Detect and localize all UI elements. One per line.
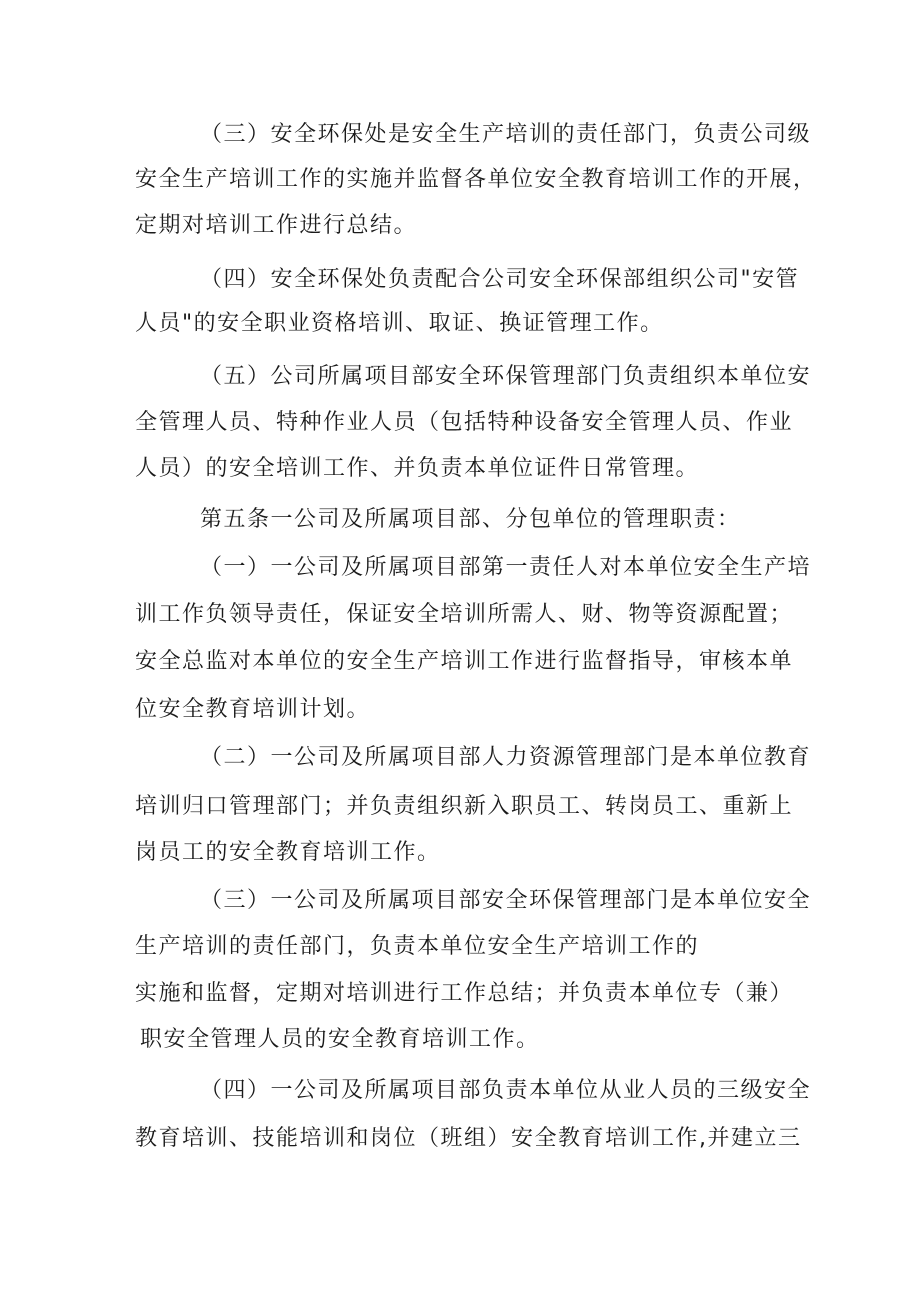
section-heading: 第五条一公司及所属项目部、分包单位的管理职责：: [200, 507, 741, 532]
text-line: 人员"的安全职业资格培训、取证、换证管理工作。: [135, 311, 664, 336]
text-line: （五）公司所属项目部安全环保管理部门负责组织本单位安: [200, 364, 812, 389]
text-line: 生产培训的责任部门，负责本单位安全生产培训工作的: [135, 934, 700, 959]
text-line: （四）一公司及所属项目部负责本单位从业人员的三级安全: [200, 1078, 812, 1103]
text-line: 位安全教育培训计划。: [135, 697, 371, 722]
text-line: 定期对培训工作进行总结。: [135, 213, 418, 238]
text-line: （三）安全环保处是安全生产培训的责任部门，负责公司级: [200, 122, 812, 147]
text-line: 实施和监督，定期对培训进行工作总结；并负责本单位专（兼）: [135, 981, 794, 1006]
text-line: 职安全管理人员的安全教育培训工作。: [140, 1027, 540, 1052]
text-line: 培训归口管理部门；并负责组织新入职员工、转岗员工、重新上: [135, 794, 794, 819]
text-line: 全管理人员、特种作业人员（包括特种设备安全管理人员、作业: [135, 410, 794, 435]
text-line: 安全生产培训工作的实施并监督各单位安全教育培训工作的开展，: [135, 167, 817, 192]
text-line: 安全总监对本单位的安全生产培训工作进行监督指导，审核本单: [135, 649, 794, 674]
text-line: （三）一公司及所属项目部安全环保管理部门是本单位安全: [200, 888, 812, 913]
text-line: 训工作负领导责任，保证安全培训所需人、财、物等资源配置；: [135, 602, 794, 627]
text-line: （四）安全环保处负责配合公司安全环保部组织公司"安管: [200, 267, 800, 292]
text-line: 教育培训、技能培训和岗位（班组）安全教育培训工作,并建立三: [135, 1126, 802, 1151]
text-line: （二）一公司及所属项目部人力资源管理部门是本单位教育: [200, 745, 812, 770]
text-line: 岗员工的安全教育培训工作。: [135, 840, 441, 865]
text-line: 人员）的安全培训工作、并负责本单位证件日常管理。: [135, 456, 700, 481]
text-line: （一）一公司及所属项目部第一责任人对本单位安全生产培: [200, 555, 812, 580]
